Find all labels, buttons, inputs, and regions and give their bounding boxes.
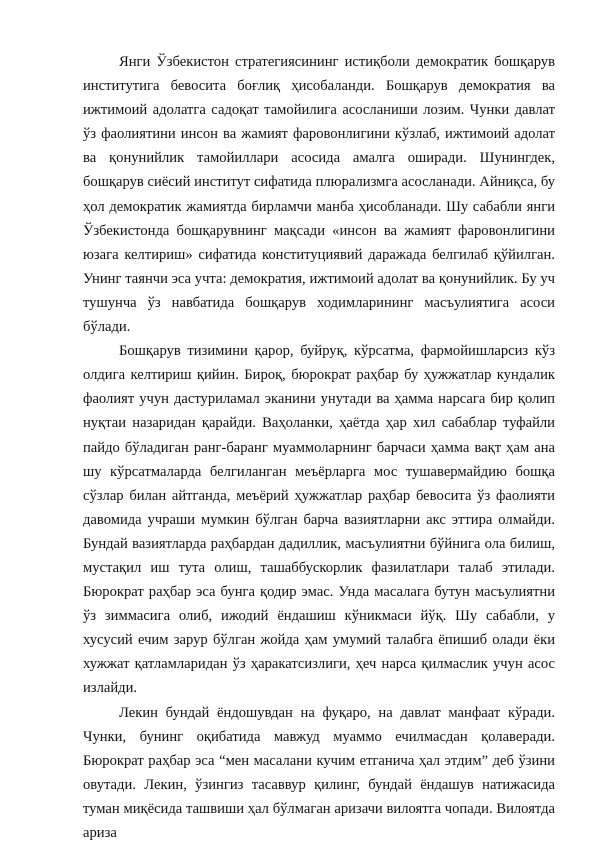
body-text bbox=[83, 50, 555, 845]
paragraph-1: Янги Ўзбекистон стратегиясининг истиқболи демократик бошқарув институтига бевосита боғлиқ ҳисобаланди. Бошқарув демократия ва ижтимоий адолатга садоқат тамойилига асосланиши лозим. Чунки давлат ўз фаолиятини инсон ва жамият фаровонлигини кўзлаб, ижтимоий адолат ва қонунийлик тамойиллари асосида амалга оширади. Шунингдек, бошқарув сиёсий институт сифатида плюрализмга асосланади. Айниқса, бу ҳол демократик жамиятда бирламчи манба ҳисобланади. Шу сабабли янги Ўзбекистонда бошқарувнинг мақсади «инсон ва жамият фаровонлигини юзага келтириш» сифатида конституциявий даражада белгилаб қўйилган. Унинг таянчи эса учта: демократия, ижтимоий адолат ва қонунийлик. Бу уч тушунча ўз навбатида бошқарув ходимларининг масъулиятига асоси бўлади. bbox=[83, 54, 555, 336]
paragraph-3: Лекин бундай ёндошувдан на фуқаро, на давлат манфаат кўради. Чунки, бунинг оқибатида мавжуд муаммо ечилмасдан қолаверади. Бюрократ раҳбар эса “мен масалани кучим етганича ҳал этдим” деб ўзини овутади. Лекин, ўзингиз тасаввур қилинг, бундай ёндашув натижасида туман миқёсида ташвиши ҳал бўлмаган аризачи вилоятга чопади. Вилоятда ариза bbox=[83, 704, 555, 841]
paragraph-2: Бошқарув тизимини қарор, буйруқ, кўрсатма, фармойишларсиз кўз олдига келтириш қийин. Бироқ, бюрократ раҳбар бу ҳужжатлар кундалик фаолият учун дастуриламал эканини унутади ва ҳамма нарсага бир қолип нуқтаи назаридан қарайди. Ваҳоланки, ҳаётда ҳар хил сабаблар туфайли пайдо бўладиган ранг-баранг муаммоларнинг барчаси ҳамма вақт ҳам ана шу кўрсатмаларда белгиланган меъёрларга мос тушавермайдию бошқа сўзлар билан айтганда, меъёрий ҳужжатлар раҳбар бевосита ўз фаолияти давомида учраши мумкин бўлган барча вазиятларни акс эттира олмайди. Бундай вазиятларда раҳбардан дадиллик, масъулиятни бўйнига ола билиш, мустақил иш тута олиш, ташаббускорлик фазилатлари талаб этилади. Бюрократ раҳбар эса бунга қодир эмас. Унда масалага бутун масъулиятни ўз зиммасига олиб, ижодий ёндашиш кўникмаси йўқ. Шу сабабли, у хусусий ечим зарур бўлган жойда ҳам умумий талабга ёпишиб олади ёки хужжат қатламларидан ўз ҳаракатсизлиги, ҳеч нарса қилмаслик учун асос излайди. bbox=[83, 343, 555, 697]
